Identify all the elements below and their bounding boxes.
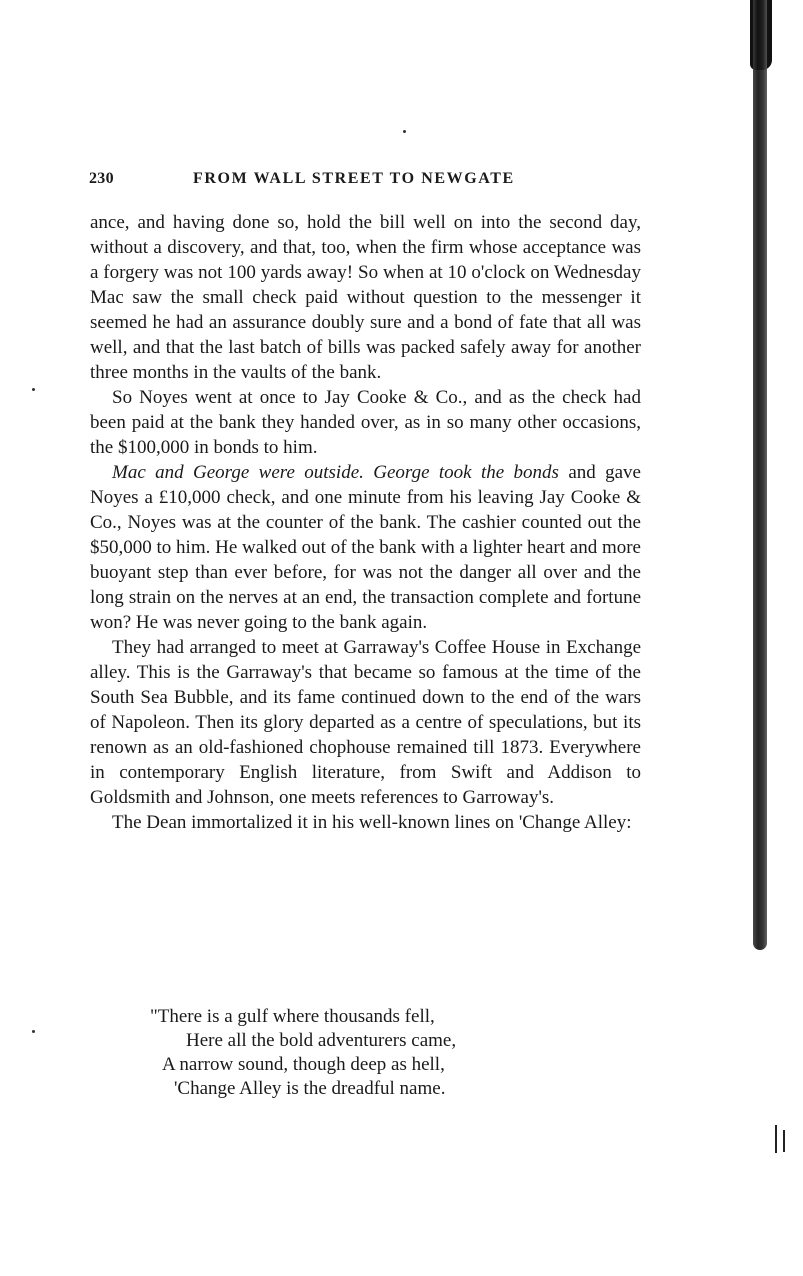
poem-line: Here all the bold adventurers came, <box>186 1030 457 1051</box>
body-text <box>90 210 641 835</box>
poem <box>150 1005 456 1101</box>
paragraph-rest: and gave Noyes a £10,000 check, and one minute from his leaving Jay Cooke & Co., Noyes was at the counter of the bank. The cashier counted out the $50,000 to him. He walked out of the bank with a lighter heart and more buoyant step than ever before, for was not the danger all over and the long strain on the nerves at an end, the transaction complete and fortune won? He was never going to the bank again. <box>90 462 641 633</box>
scan-edge <box>753 0 767 950</box>
edge-mark <box>775 1125 777 1153</box>
scan-speck <box>32 1030 35 1033</box>
poem-line: "There is a gulf where thousands fell, <box>150 1006 435 1027</box>
running-header <box>89 170 539 194</box>
poem-line: 'Change Alley is the dreadful name. <box>174 1078 446 1099</box>
poem-line: A narrow sound, though deep as hell, <box>162 1054 445 1075</box>
paragraph: The Dean immortalized it in his well-known lines on 'Change Alley: <box>112 812 632 833</box>
paragraph: ance, and having done so, hold the bill well on into the second day, without a discovery, and that, too, when the firm whose acceptance was a forgery was not 100 yards away! So when at 10 o'clock on Wednesday Mac saw the small check paid without question to the messenger it seemed he had an assurance doubly sure and a bond of fate that all was well, and that the last batch of bills was packed safely away for another three months in the vaults of the bank. <box>90 212 641 383</box>
running-title: FROM WALL STREET TO NEWGATE <box>193 170 515 187</box>
scan-speck <box>403 130 406 133</box>
edge-mark <box>783 1130 785 1152</box>
italic-sentence: Mac and George were outside. George took the bonds <box>112 462 559 483</box>
paragraph: They had arranged to meet at Garraway's Coffee House in Exchange alley. This is the Garraway's that became so famous at the time of the South Sea Bubble, and its fame continued down to the end of the wars of Napoleon. Then its glory departed as a centre of speculations, but its renown as an old-fashioned chophouse remained till 1873. Everywhere in contemporary English literature, from Swift and Addison to Goldsmith and Johnson, one meets references to Garroway's. <box>90 637 641 808</box>
scan-speck <box>32 388 35 391</box>
page-number: 230 <box>89 170 114 187</box>
paragraph: So Noyes went at once to Jay Cooke & Co., and as the check had been paid at the bank they handed over, as in so many other occasions, the $100,000 in bonds to him. <box>90 387 641 458</box>
paragraph <box>90 460 641 635</box>
